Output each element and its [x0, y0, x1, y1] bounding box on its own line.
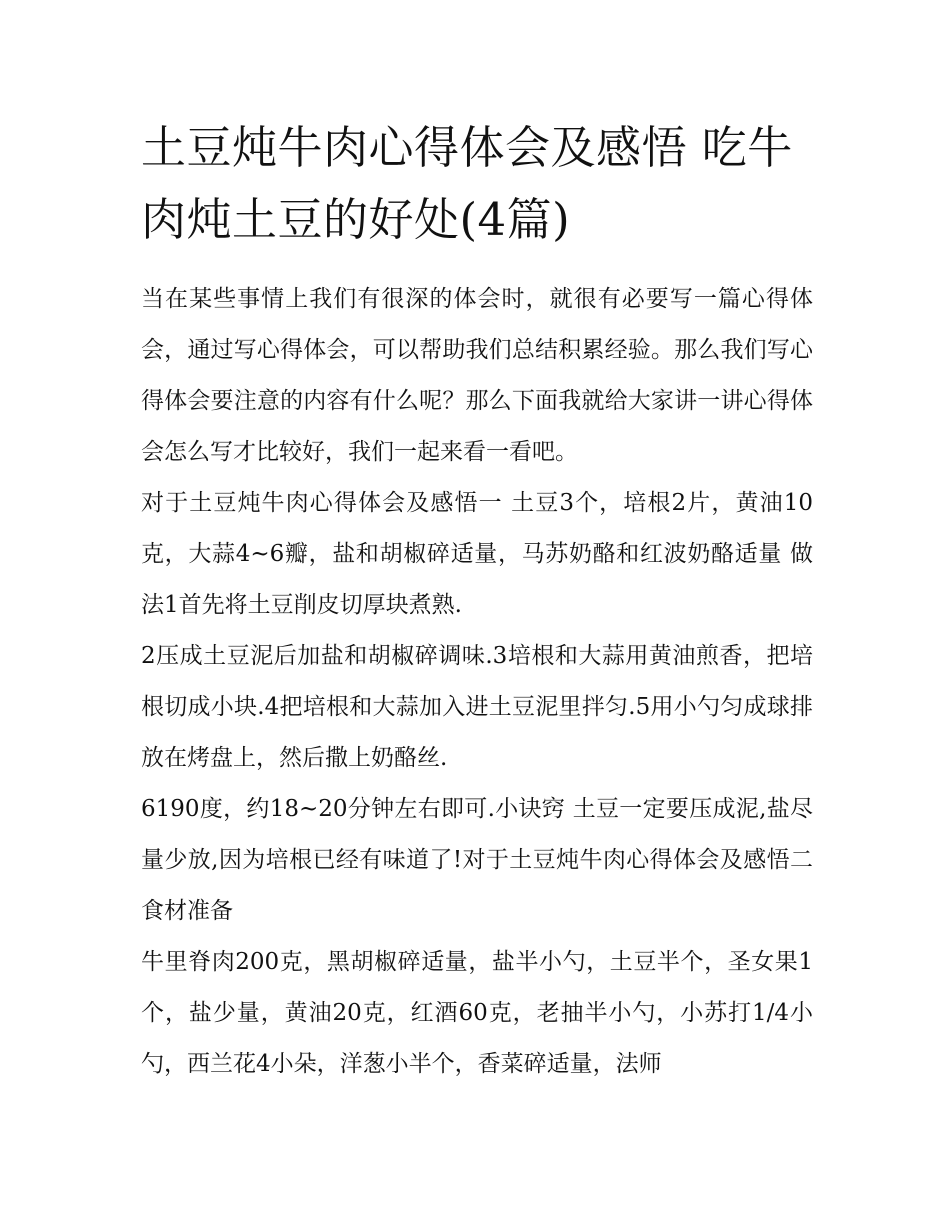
- document-title: 土豆炖牛肉心得体会及感悟 吃牛肉炖土豆的好处(4篇): [141, 121, 793, 246]
- paragraph-recipe-steps: 2压成土豆泥后加盐和胡椒碎调味.3培根和大蒜用黄油煎香，把培根切成小块.4把培根和大蒜加入进土豆泥里拌匀.5用小勺匀成球排放在烤盘上，然后撒上奶酪丝.: [141, 643, 813, 771]
- paragraph-intro: 当在某些事情上我们有很深的体会时，就很有必要写一篇心得体会，通过写心得体会，可以帮助我们总结积累经验。那么我们写心得体会要注意的内容有什么呢？那么下面我就给大家讲一讲心得体会怎么写才比较好，我们一起来看一看吧。: [141, 286, 813, 465]
- paragraph-baking-tips: 6190度，约18~20分钟左右即可.小诀窍 土豆一定要压成泥,盐尽量少放,因为培根已经有味道了!对于土豆炖牛肉心得体会及感悟二 食材准备: [141, 796, 813, 924]
- paragraph-ingredients: 牛里脊肉200克，黑胡椒碎适量，盐半小勺，土豆半个，圣女果1个，盐少量，黄油20克，红酒60克，老抽半小勺，小苏打1/4小勺，西兰花4小朵，洋葱小半个，香菜碎适量，法师: [141, 949, 813, 1077]
- document-body: [141, 112, 813, 1090]
- paragraph-recipe-one: 对于土豆炖牛肉心得体会及感悟一 土豆3个，培根2片，黄油10克，大蒜4~6瓣，盐和胡椒碎适量，马苏奶酪和红波奶酪适量 做法1首先将土豆削皮切厚块煮熟.: [141, 490, 813, 618]
